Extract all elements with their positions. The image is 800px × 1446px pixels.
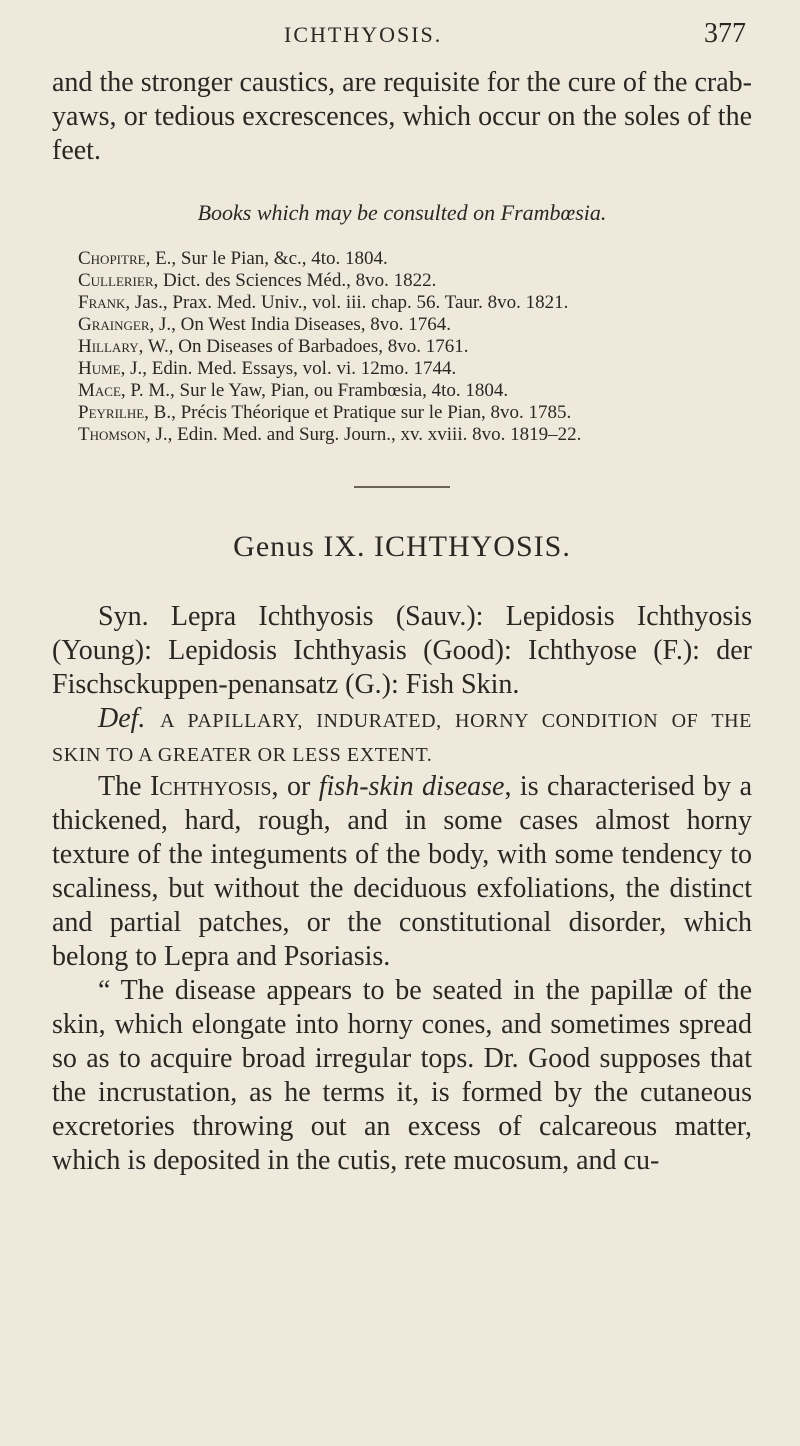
reference-item: Hume, J., Edin. Med. Essays, vol. vi. 12mo. 1744. [78,358,457,379]
running-title: ICHTHYOSIS. [284,22,443,47]
description-paragraph: The Ichthyosis, or fish-skin disease, is characterised by a thickened, hard, rough, and in some cases almost horny texture of the integuments of the body, with some tendency to scaliness, but without the deciduous exfoliations, the distinct and partial patches, or the constitutional disorder, which belong to Lepra and Psoriasis. [52,771,752,972]
section-divider [354,486,450,488]
page-body [52,66,752,1178]
reference-item: Mace, P. M., Sur le Yaw, Pian, ou Frambœsia, 4to. 1804. [78,380,509,401]
synonyms-paragraph: Syn. Lepra Ichthyosis (Sauv.): Lepidosis Ichthyosis (Young): Lepidosis Ichthyasis (Good): Ichthyose (F.): der Fischsckuppen-penansatz (G.): Fish Skin. [52,601,752,700]
quote-paragraph: “ The disease appears to be seated in the papillæ of the skin, which elongate into horny cones, and sometimes spread so as to acquire broad irregular tops. Dr. Good supposes that the incrustation, as he terms it, is formed by the cutaneous excretories throwing out an excess of calcareous matter, which is deposited in the cutis, rete mucosum, and cu- [52,975,752,1176]
term-ichthyosis: Ichthyosis [149,771,272,802]
reference-item: Thomson, J., Edin. Med. and Surg. Journ., xv. xviii. 8vo. 1819–22. [78,424,582,445]
page-number: 377 [704,18,746,49]
genus-heading: Genus IX. ICHTHYOSIS. [233,530,571,563]
definition-label: Def. [98,703,146,734]
reference-item: Cullerier, Dict. des Sciences Méd., 8vo. 1822. [78,270,437,291]
reference-item: Hillary, W., On Diseases of Barbadoes, 8vo. 1761. [78,336,469,357]
reference-item: Grainger, J., On West India Diseases, 8vo. 1764. [78,314,452,335]
reference-item: Chopitre, E., Sur le Pian, &c., 4to. 1804. [78,248,388,269]
term-fish-skin: fish-skin disease [318,771,505,802]
books-heading: Books which may be consulted on Frambœsia. [197,200,607,225]
page-header [0,14,800,54]
intro-paragraph: and the stronger caustics, are requisite for the cure of the crab-yaws, or tedious excrescences, which occur on the soles of the feet. [52,67,752,166]
definition-paragraph [52,702,752,770]
reference-item: Peyrilhe, B., Précis Théorique et Pratique sur le Pian, 8vo. 1785. [78,402,572,423]
reference-list [52,248,752,446]
definition-text: A PAPILLARY, INDURATED, HORNY CONDITION OF THE SKIN TO A GREATER OR LESS EXTENT. [52,710,752,766]
reference-item: Frank, Jas., Prax. Med. Univ., vol. iii. chap. 56. Taur. 8vo. 1821. [78,292,569,313]
